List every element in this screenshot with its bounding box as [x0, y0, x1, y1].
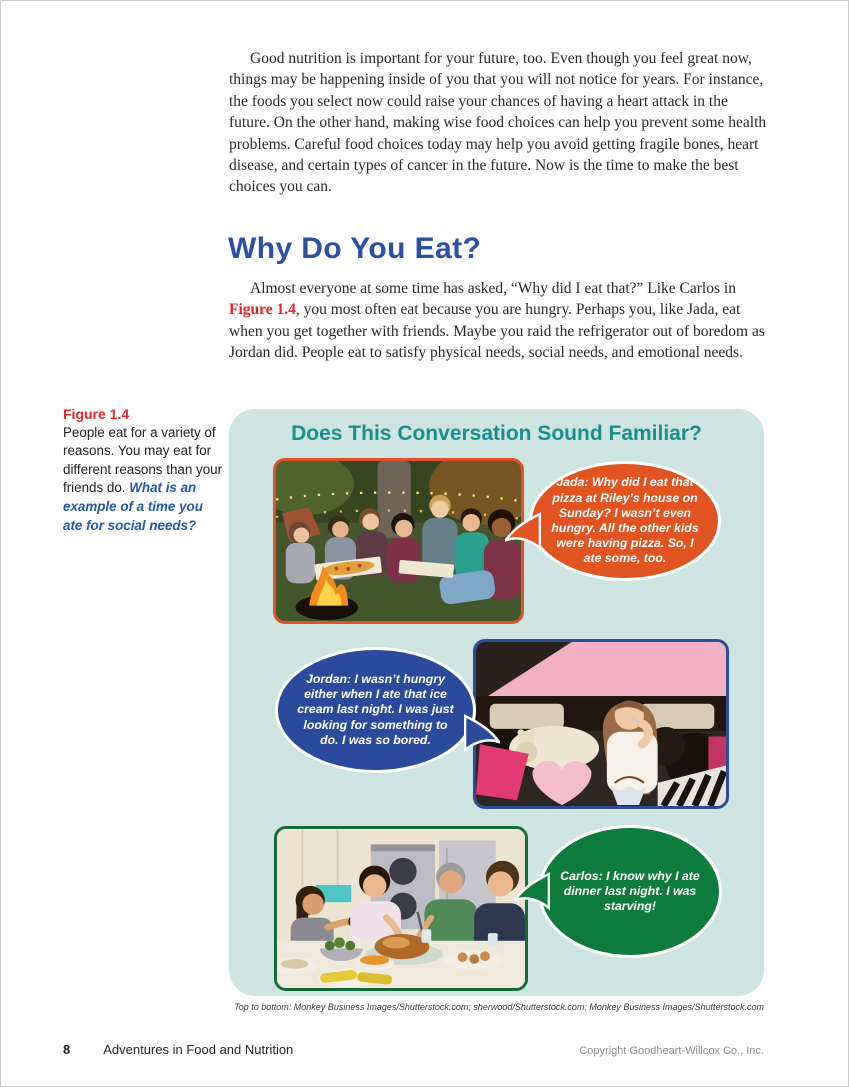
- page-number: 8: [63, 1042, 71, 1057]
- speech-bubble-tail: [464, 712, 500, 754]
- copyright-notice: Copyright Goodheart-Willcox Co., Inc.: [579, 1045, 764, 1057]
- figure-reference-link: Figure 1.4: [229, 301, 296, 319]
- speech-bubble-jordan: [275, 647, 476, 773]
- speech-bubble-tail: [514, 870, 550, 912]
- ice-cream-in-bed-illustration: [476, 642, 726, 806]
- photo-credits: Top to bottom: Monkey Business Images/Shutterstock.com; sherwood/Shutterstock.com; Monkey Business Images/Shutterstock.com: [234, 1002, 764, 1012]
- family-dinner-illustration: [277, 829, 525, 988]
- speech-bubble-carlos: [538, 825, 722, 958]
- backyard-pizza-party-illustration: [276, 461, 521, 621]
- speech-bubble-text: Carlos: I know why I ate dinner last night. I was starving!: [560, 868, 700, 914]
- figure-panel: [229, 409, 764, 996]
- paragraph-text: Almost everyone at some time has asked, “Why did I eat that?” Like Carlos in: [250, 280, 736, 297]
- family-dinner-photo: [274, 826, 528, 991]
- figure-panel-title: Does This Conversation Sound Familiar?: [291, 422, 702, 445]
- figure-caption-text: People eat for a variety of reasons. You may eat for different reasons than your friends do.: [63, 424, 223, 496]
- page-footer: [63, 1042, 764, 1057]
- speech-bubble-text: Jordan: I wasn’t hungry either when I ate that ice cream last night. I was just looking for something to do. I was so bored.: [297, 671, 454, 747]
- paragraph-text: , you most often eat because you are hungry. Perhaps you, like Jada, eat when you get together with friends. Maybe you raid the refrigerator out of boredom as Jordan did. People eat to satisfy physical needs, social needs, and emotional needs.: [229, 301, 765, 362]
- ice-cream-in-bed-photo: [473, 639, 729, 809]
- section-heading: Why Do You Eat?: [228, 232, 482, 265]
- figure-caption-question: What is an example of a time you ate for social needs?: [63, 480, 203, 533]
- figure-caption-label: Figure 1.4: [63, 406, 130, 422]
- intro-paragraph: Good nutrition is important for your future, too. Even though you feel great now, things may be happening inside of you that you will not notice for years. For instance, the foods you select now could raise your chances of having a heart attack in the future. On the other hand, making wise food choices can help you prevent some health problems. Careful food choices today may help you avoid getting fragile bones, heart disease, and certain types of cancer in the future. Now is the time to make the best choices you can.: [229, 50, 767, 196]
- book-title: Adventures in Food and Nutrition: [103, 1042, 294, 1057]
- backyard-pizza-party-photo: [273, 458, 524, 624]
- figure-caption: [63, 405, 223, 535]
- body-paragraph: [229, 278, 767, 364]
- speech-bubble-jada: [529, 461, 721, 581]
- speech-bubble-text: Jada: Why did I eat that pizza at Riley’s house on Sunday? I wasn’t even hungry. All the other kids were having pizza. So, I ate some, too.: [551, 475, 699, 566]
- speech-bubble-tail: [505, 510, 541, 552]
